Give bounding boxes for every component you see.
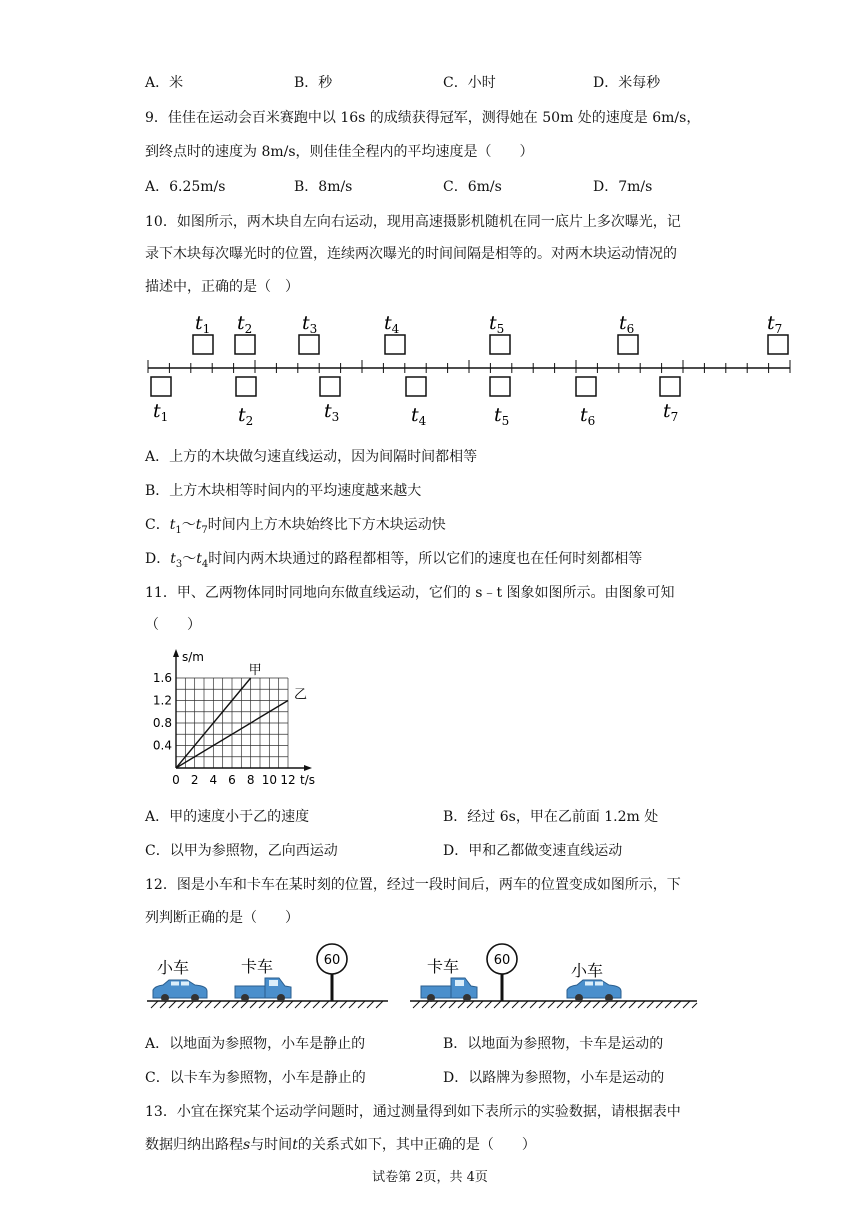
q9-stem-line1: 9．佳佳在运动会百米赛跑中以 16s 的成绩获得冠军，测得她在 50m 处的速度是 6m/s， [145, 110, 701, 126]
q8-option-b[interactable]: B．秒 [294, 75, 333, 91]
q12-stem-line2: 列判断正确的是（ ） [145, 910, 299, 926]
q10-bottom-block-1 [151, 377, 171, 396]
left-car-icon [153, 980, 207, 1002]
left-truck-icon [235, 978, 291, 1002]
q10-option-c[interactable]: C．$t_1\sim t_7$时间内上方木块始终比下方木块运动快 [145, 517, 446, 536]
q12-option-b[interactable]: B．以地面为参照物，卡车是运动的 [443, 1036, 664, 1052]
q10-bottom-block-4 [406, 377, 426, 396]
q10-top-label-1: $t_1$ [195, 312, 211, 336]
q10-top-block-6 [618, 335, 638, 354]
q12-stem-line1: 12．图是小车和卡车在某时刻的位置，经过一段时间后，两车的位置变成如图所示，下 [145, 877, 681, 893]
q10-bottom-label-4: $t_4$ [411, 404, 427, 428]
q9-option-c[interactable]: C．6m/s [443, 179, 502, 195]
q10-top-block-2 [235, 335, 255, 354]
q10-top-label-2: $t_2$ [237, 312, 253, 336]
q10-top-block-3 [299, 335, 319, 354]
q10-top-block-7 [768, 335, 788, 354]
q10-option-b[interactable]: B．上方木块相等时间内的平均速度越来越大 [145, 483, 422, 499]
q10-top-label-5: $t_5$ [489, 312, 505, 336]
q10-bottom-label-2: $t_2$ [238, 404, 254, 428]
series-label-1: 甲 [248, 663, 262, 678]
q10-option-a[interactable]: A．上方的木块做匀速直线运动，因为间隔时间都相等 [145, 449, 478, 465]
chart-grid [176, 678, 288, 768]
x-tick-label: 0 [172, 773, 180, 787]
left-car-label: 小车 [157, 958, 190, 977]
q10-top-label-7: $t_7$ [767, 312, 783, 336]
q10-stem-line3: 描述中，正确的是（ ） [145, 279, 299, 295]
q11-st-chart [148, 645, 323, 795]
q10-top-block-4 [385, 335, 405, 354]
x-tick-label: 12 [280, 773, 296, 787]
q11-option-a[interactable]: A．甲的速度小于乙的速度 [145, 809, 310, 825]
chart-tick-labels [153, 671, 296, 787]
q11-stem-line1: 11．甲、乙两物体同时同地向东做直线运动，它们的 s﹣t 图象如图所示。由图象可知 [145, 585, 675, 601]
q13-stem-line1: 13．小宜在探究某个运动学问题时，通过测量得到如下表所示的实验数据，请根据表中 [145, 1104, 681, 1120]
series-label-2: 乙 [294, 687, 308, 703]
right-car-icon [567, 980, 621, 1002]
q10-option-d[interactable]: D．$t_3\sim t_4$时间内两木块通过的路程都相等，所以它们的速度也在任何时刻都相等 [145, 551, 643, 570]
q8-option-a[interactable]: A．米 [145, 75, 184, 91]
q10-top-label-6: $t_6$ [619, 312, 635, 336]
q8-option-d[interactable]: D．米每秒 [593, 75, 661, 91]
q11-option-c[interactable]: C．以甲为参照物，乙向西运动 [145, 843, 338, 859]
q10-top-block-5 [490, 335, 510, 354]
q9-option-b[interactable]: B．8m/s [294, 179, 353, 195]
q10-bottom-label-1: $t_1$ [153, 400, 169, 424]
q10-top-label-3: $t_3$ [302, 312, 318, 336]
q10-stem-line1: 10．如图所示，两木块自左向右运动，现用高速摄影机随机在同一底片上多次曝光，记 [145, 214, 681, 230]
y-tick-label: 1.2 [152, 693, 172, 708]
q10-motion-figure [140, 305, 800, 430]
q12-option-d[interactable]: D．以路牌为参照物，小车是运动的 [443, 1070, 665, 1086]
q9-option-d[interactable]: D．7m/s [593, 179, 653, 195]
y-tick-label: 0.8 [152, 716, 172, 730]
x-tick-label: 4 [209, 773, 218, 787]
right-ground-hatch [413, 1001, 697, 1008]
left-speed-sign-value: 60 [323, 953, 341, 968]
q13-stem-line2: 数据归纳出路程s与时间t的关系式如下，其中正确的是（ ） [145, 1137, 536, 1153]
x-tick-label: 6 [228, 773, 236, 787]
x-axis-arrow [304, 765, 312, 771]
x-tick-label: 8 [246, 773, 255, 787]
chart-axes [173, 649, 312, 771]
q10-bottom-label-5: $t_5$ [494, 404, 510, 428]
q10-bottom-label-3: $t_3$ [324, 400, 340, 424]
y-axis-arrow [173, 649, 179, 657]
q10-top-label-4: $t_4$ [384, 312, 400, 336]
q10-bottom-label-7: $t_7$ [663, 400, 679, 424]
y-tick-label: 0.4 [152, 738, 172, 753]
q10-bottom-block-3 [320, 377, 340, 396]
q12-option-a[interactable]: A．以地面为参照物，小车是静止的 [145, 1036, 366, 1052]
q10-stem-line2: 录下木块每次曝光时的位置，连续两次曝光的时间间隔是相等的。对两木块运动情况的 [145, 246, 677, 262]
q11-stem-line2: （ ） [145, 617, 201, 633]
q8-option-c[interactable]: C．小时 [443, 75, 496, 91]
right-car-label: 小车 [571, 961, 604, 980]
q12-vehicle-figure [145, 938, 705, 1020]
chart-x-axis-label: t/s [300, 773, 315, 787]
x-tick-label: 2 [190, 773, 199, 787]
left-ground-hatch [151, 1001, 383, 1008]
right-speed-sign-value: 60 [493, 953, 511, 968]
right-truck-label: 卡车 [427, 957, 460, 976]
x-tick-label: 10 [261, 773, 277, 787]
page-footer: 试卷第 2页，共 4页 [372, 1170, 488, 1185]
y-tick-label: 1.6 [152, 671, 172, 685]
q9-option-a[interactable]: A．6.25m/s [145, 179, 226, 195]
q11-option-d[interactable]: D．甲和乙都做变速直线运动 [443, 843, 623, 859]
q10-bottom-block-5 [490, 377, 510, 396]
left-truck-label: 卡车 [241, 957, 274, 976]
q10-bottom-label-6: $t_6$ [580, 404, 596, 428]
q9-stem-line2: 到终点时的速度为 8m/s，则佳佳全程内的平均速度是（ ） [145, 144, 534, 160]
q10-ruler-ticks [148, 360, 790, 373]
q11-option-b[interactable]: B．经过 6s，甲在乙前面 1.2m 处 [443, 809, 659, 825]
q10-top-block-1 [193, 335, 213, 354]
chart-y-axis-label: s/m [182, 650, 204, 664]
q12-option-c[interactable]: C．以卡车为参照物，小车是静止的 [145, 1070, 366, 1086]
q10-bottom-block-7 [660, 377, 680, 396]
q10-bottom-block-2 [236, 377, 256, 396]
right-truck-icon [421, 978, 477, 1002]
q10-bottom-block-6 [576, 377, 596, 396]
